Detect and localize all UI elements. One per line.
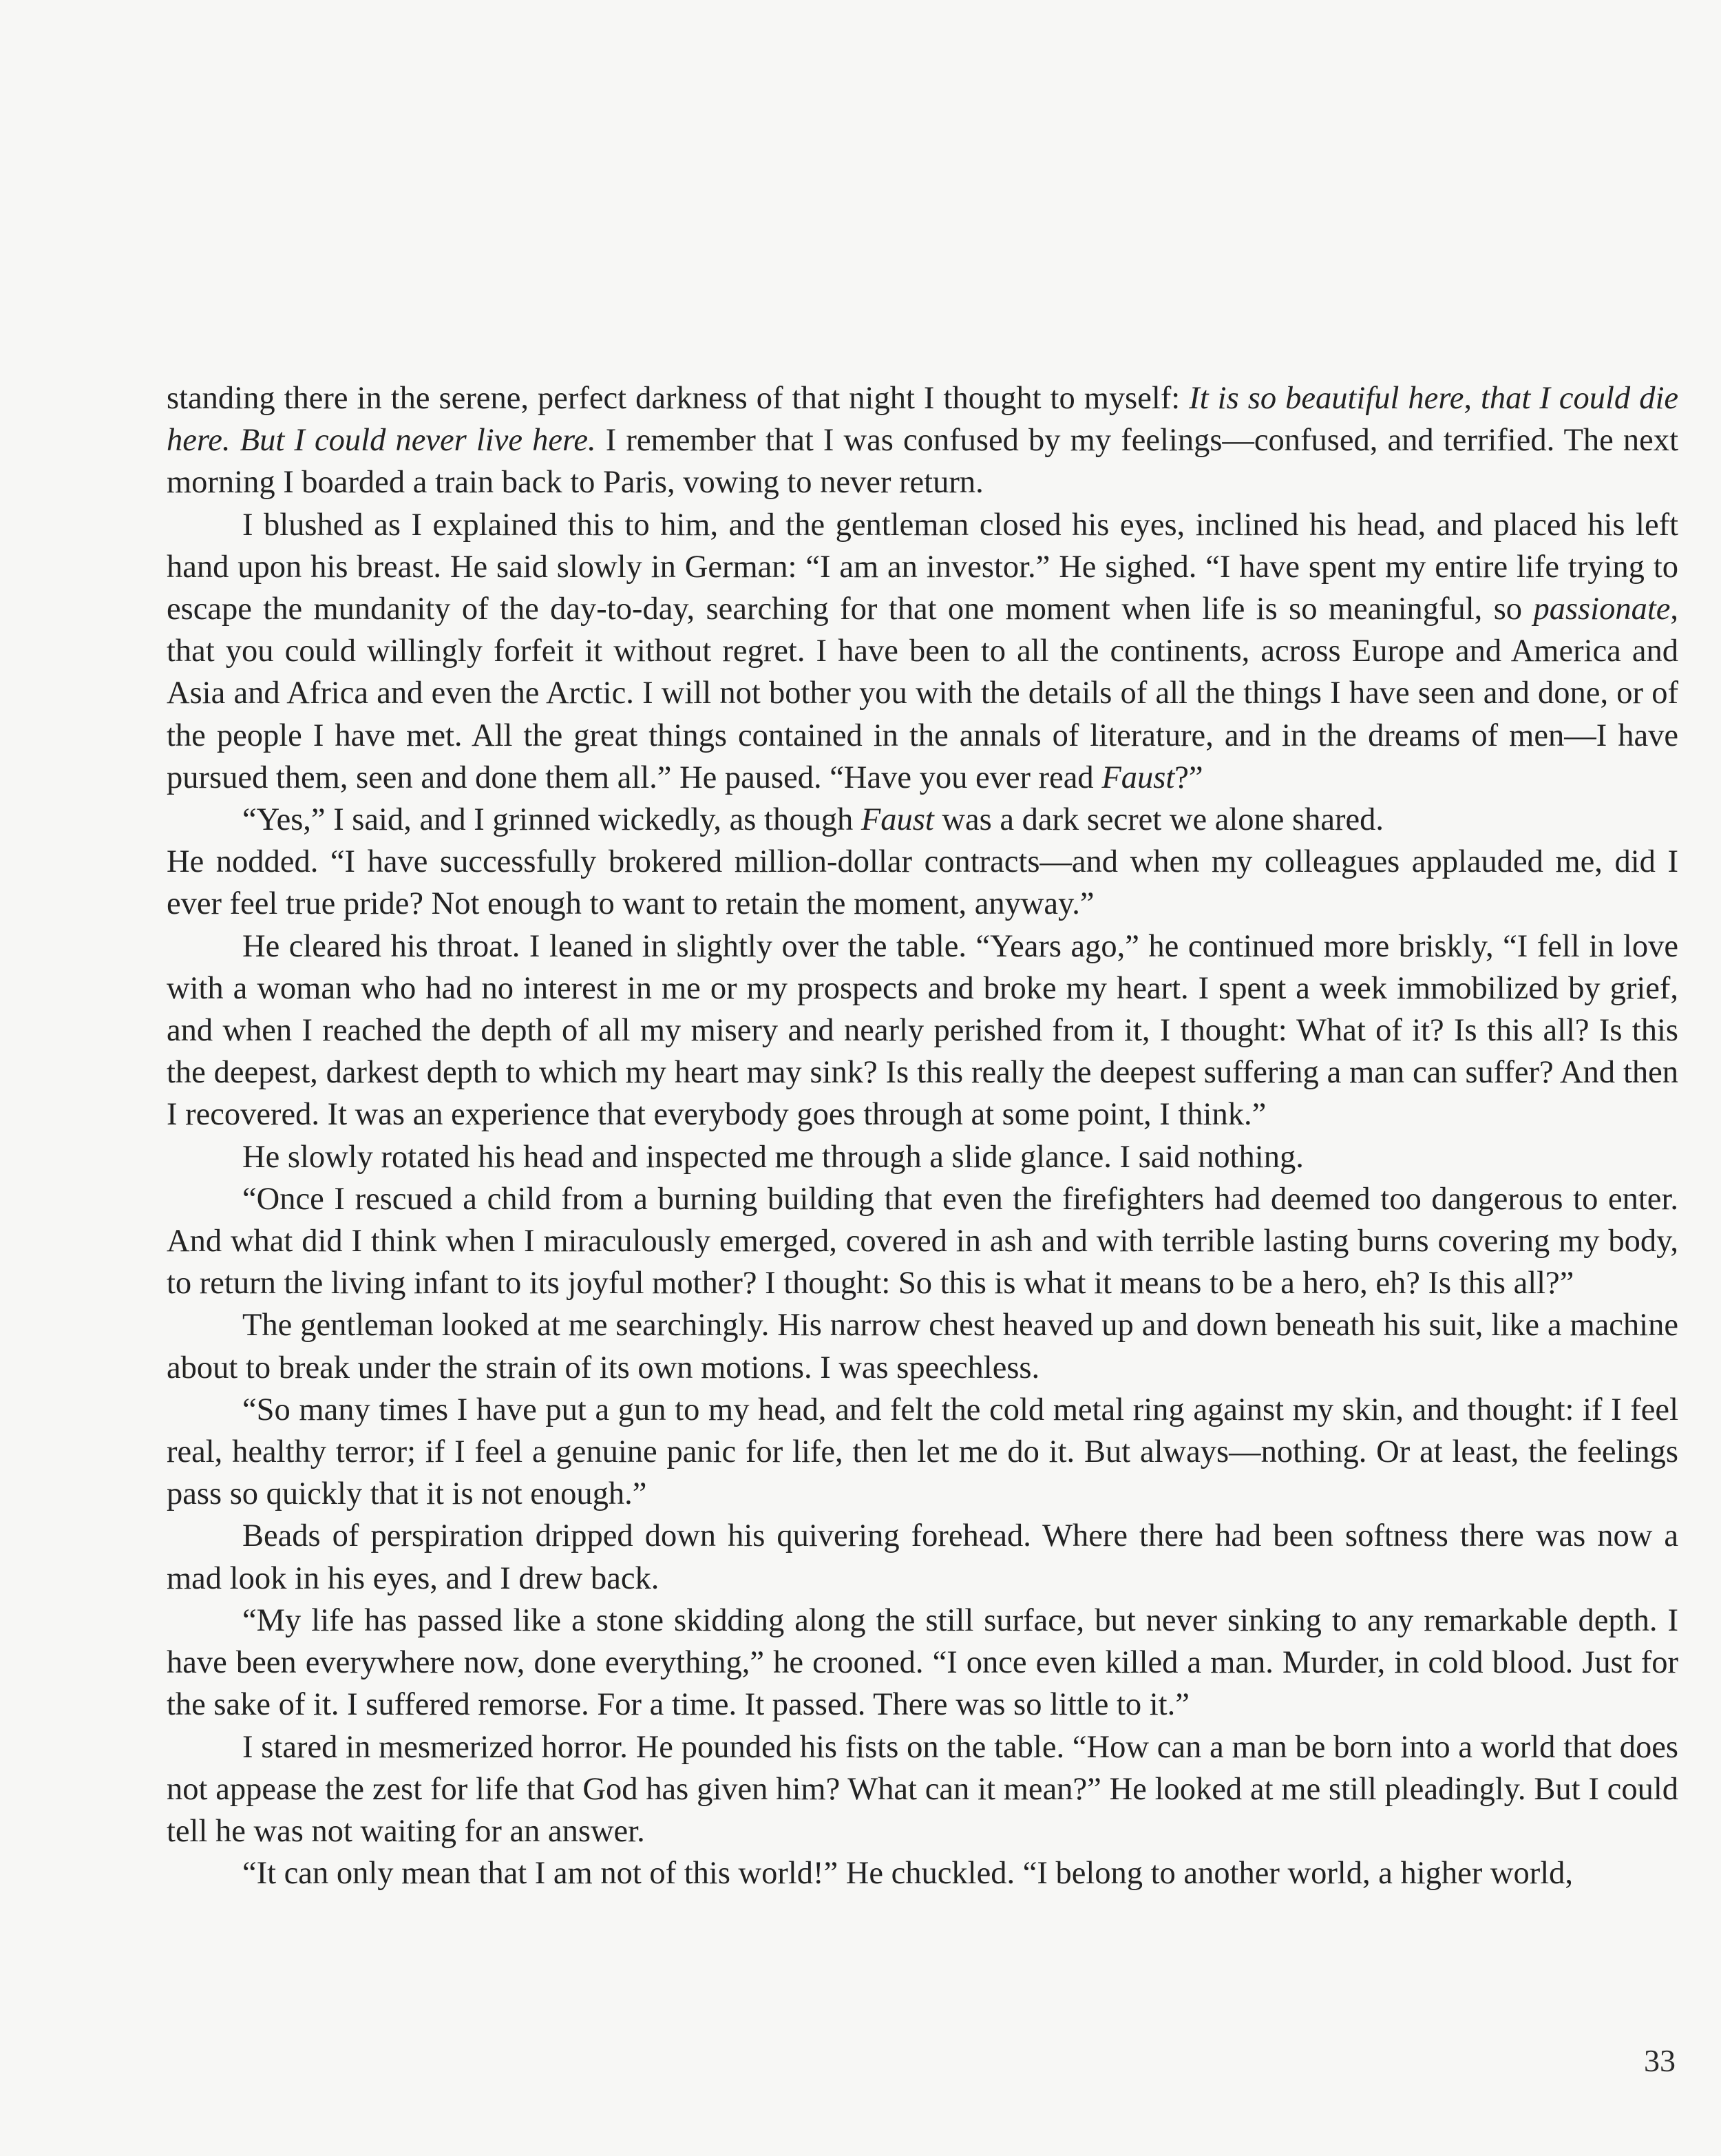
paragraph-1: standing there in the serene, perfect darkness of that night I thought to myself: It is so beautiful here, that I could die here. But I could never live here. I remember that I was confused by my feelings—confused, and terrified. The next morning I boarded a train back to Paris, vowing to never return. [167,381,1678,501]
paragraph-11: “My life has passed like a stone skidding along the still surface, but never sinking to any remarkable depth. I have been everywhere now, done everything,” he crooned. “I once even killed a man. Murder, in cold blood. Just for the sake of it. I suffered remorse. For a time. It passed. There was so little to it.” [167,1602,1678,1723]
paragraph-4: He nodded. “I have successfully brokered million-dollar contracts—and when my colleagues applauded me, did I ever feel true pride? Not enough to want to retain the moment, anyway.” [167,844,1678,922]
paragraph-8: The gentleman looked at me searchingly. His narrow chest heaved up and down beneath his suit, like a machine about to break under the strain of its own motions. I was speechless. [167,1308,1678,1385]
paragraph-13: “It can only mean that I am not of this world!” He chuckled. “I belong to another world, a higher world, [242,1856,1574,1892]
body-text [167,377,1678,1894]
page-number: 33 [1644,2043,1676,2078]
paragraph-7: “Once I rescued a child from a burning building that even the firefighters had deemed too dangerous to enter. And what did I think when I miraculously emerged, covered in ash and with terrible lasting burns covering my body, to return the living infant to its joyful mother? I thought: So this is what it means to be a hero, eh? Is this all?” [167,1181,1678,1301]
paragraph-5: He cleared his throat. I leaned in slightly over the table. “Years ago,” he continued more briskly, “I fell in love with a woman who had no interest in me or my prospects and broke my heart. I spent a week immobilized by grief, and when I reached the depth of all my misery and nearly perished from it, I thought: What of it? Is this all? Is this the deepest, darkest depth to which my heart may sink? Is this really the deepest suffering a man can suffer? And then I recovered. It was an experience that everybody goes through at some point, I think.” [167,928,1678,1133]
paragraph-3: “Yes,” I said, and I grinned wickedly, as though Faust was a dark secret we alone shared. [242,802,1384,838]
paragraph-2: I blushed as I explained this to him, and the gentleman closed his eyes, inclined his head, and placed his left hand upon his breast. He said slowly in German: “I am an investor.” He sighed. “I have spent my entire life trying to escape the mundanity of the day-to-day, searching for that one moment when life is so meaningful, so passionate, that you could willingly forfeit it without regret. I have been to all the continents, across Europe and America and Asia and Africa and even the Arctic. I will not bother you with the details of all the things I have seen and done, or of the people I have met. All the great things contained in the annals of literature, and in the dreams of men—I have pursued them, seen and done them all.” He paused. “Have you ever read Faust?” [167,507,1678,795]
paragraph-6: He slowly rotated his head and inspected me through a slide glance. I said nothing. [242,1139,1304,1175]
paragraph-12: I stared in mesmerized horror. He pounded his fists on the table. “How can a man be born into a world that does not appease the zest for life that God has given him? What can it mean?” He looked at me still pleadingly. But I could tell he was not waiting for an answer. [167,1729,1678,1849]
paragraph-9: “So many times I have put a gun to my head, and felt the cold metal ring against my skin, and thought: if I feel real, healthy terror; if I feel a genuine panic for life, then let me do it. But always—nothing. Or at least, the feelings pass so quickly that it is not enough.” [167,1392,1678,1512]
paragraph-10: Beads of perspiration dripped down his quivering forehead. Where there had been softness there was now a mad look in his eyes, and I drew back. [167,1518,1678,1596]
